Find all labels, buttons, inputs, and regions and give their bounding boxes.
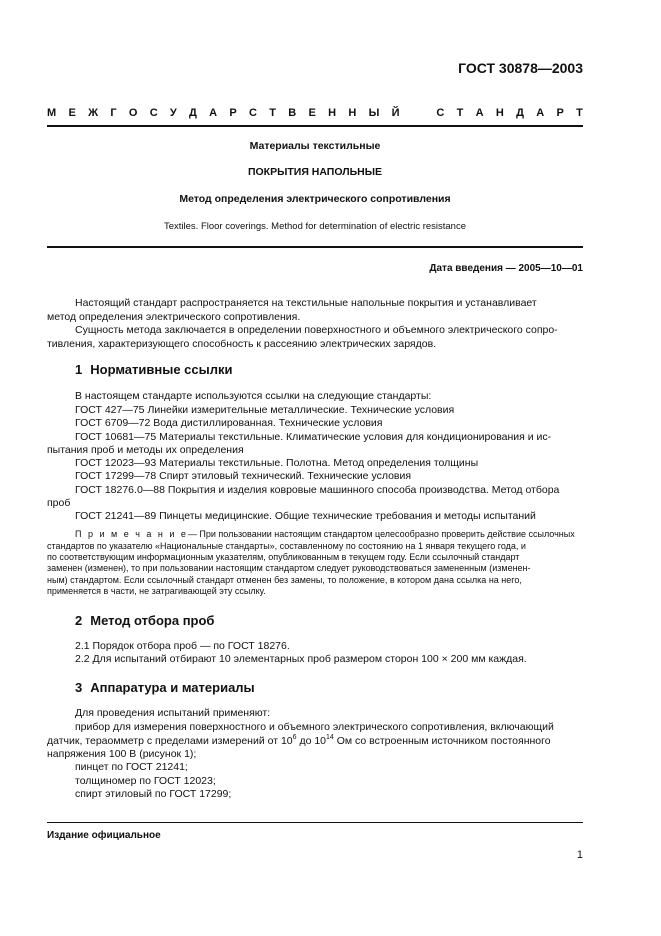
section-1-lead: В настоящем стандарте используются ссылки на следующие стандарты: (75, 390, 432, 402)
heading-letter: А (536, 107, 545, 119)
section-3-heading (75, 680, 255, 695)
heading-letter: С (249, 107, 257, 119)
title-english: Textiles. Floor coverings. Method for determination of electric resistance (163, 221, 467, 232)
section-2-heading (75, 613, 214, 628)
heading-letter: Т (456, 107, 464, 119)
device-text: датчик, тераомметр с пределами измерений от 10 (47, 735, 293, 747)
reference-item: ГОСТ 21241—89 Пинцеты медицинские. Общие технические требования и методы испытаний (75, 510, 536, 522)
reference-item-continued: пытания проб и методы их определения (47, 444, 244, 456)
intro-paragraph-1-line-2: метод определения электрического сопротивления. (47, 311, 301, 323)
exponent: 6 (292, 734, 297, 741)
heading-letter: У (169, 107, 177, 119)
top-divider (47, 125, 583, 127)
device-text: Ом со встроенным источником постоянного (333, 735, 551, 747)
intro-paragraph-2-line-1: Сущность метода заключается в определении поверхностного и объемного электрического сопро- (75, 324, 558, 336)
device-text: до 10 (296, 735, 327, 747)
note-text: — При пользовании настоящим стандартом целесообразно проверить действие ссылочных (187, 529, 575, 539)
reference-item: ГОСТ 10681—75 Материалы текстильные. Климатические условия для кондиционирования и ис- (75, 431, 552, 443)
heading-letter: Й (391, 107, 400, 119)
note-line: стандартов по указателю «Национальные стандарты», составленному по состоянию на 1 января текущего года, и (47, 541, 526, 551)
reference-item-continued: проб (47, 497, 71, 509)
heading-letter: Е (308, 107, 316, 119)
section-title: Метод отбора проб (90, 613, 215, 628)
note-line: ным) стандартом. Если ссылочный стандарт отменен без замены, то положение, в котором дана ссылка на него, (47, 575, 522, 585)
note-label: П р и м е ч а н и е (75, 529, 188, 539)
note-line: применяется в части, не затрагивающей эту ссылку. (47, 586, 266, 596)
heading-letter: С (436, 107, 445, 119)
heading-letter: Н (328, 107, 337, 119)
heading-letter: Д (189, 107, 197, 119)
note-line (75, 529, 583, 540)
section-3-lead: Для проведения испытаний применяют: (75, 707, 271, 719)
section-title: Аппаратура и материалы (90, 680, 255, 695)
title-divider (47, 246, 583, 248)
equipment-item: спирт этиловый по ГОСТ 17299; (75, 788, 232, 800)
heading-letter: Н (495, 107, 504, 119)
title-method: Метод определения электрического сопротивления (179, 193, 451, 205)
reference-item: ГОСТ 18276.0—88 Покрытия и изделия ковровые машинного способа производства. Метод отбора (75, 484, 560, 496)
title-materials: Материалы текстильные (249, 140, 381, 152)
heading-letter: В (288, 107, 297, 119)
heading-letter: О (128, 107, 138, 119)
heading-letter: Р (556, 107, 564, 119)
section-number: 2 (75, 613, 83, 628)
heading-letter: Т (269, 107, 276, 119)
heading-letter: Н (348, 107, 357, 119)
heading-letter: А (475, 107, 484, 119)
exponent: 14 (326, 734, 334, 741)
footer-divider (47, 822, 583, 823)
section-number: 1 (75, 362, 83, 377)
heading-letter: Ы (368, 107, 380, 119)
note-line: заменен (изменен), то при пользовании настоящим стандартом следует руководствоваться замененным (изменен- (47, 563, 531, 573)
device-line-1: прибор для измерения поверхностного и объемного электрического сопротивления, включающий (75, 721, 554, 733)
reference-item: ГОСТ 427—75 Линейки измерительные металлические. Технические условия (75, 404, 455, 416)
reference-item: ГОСТ 12023—93 Материалы текстильные. Полотна. Метод определения толщины (75, 457, 479, 469)
section-number: 3 (75, 680, 83, 695)
document-code: ГОСТ 30878—2003 (458, 60, 583, 76)
heading-letter: Т (576, 107, 583, 119)
clause-2-2: 2.2 Для испытаний отбирают 10 элементарных проб размером сторон 100 × 200 мм каждая. (75, 653, 527, 665)
reference-item: ГОСТ 17299—78 Спирт этиловый технический. Технические условия (75, 470, 412, 482)
page-number: 1 (576, 849, 583, 861)
heading-letter: Е (68, 107, 76, 119)
heading-letter: А (209, 107, 218, 119)
title-floor-coverings: ПОКРЫТИЯ НАПОЛЬНЫЕ (247, 166, 383, 178)
clause-2-1: 2.1 Порядок отбора проб — по ГОСТ 18276. (75, 640, 290, 652)
heading-letter: Р (229, 107, 237, 119)
note-line: по соответствующим информационным указателям, опубликованным в текущем году. Если ссылочный стандарт (47, 552, 520, 562)
heading-letter: Ж (88, 107, 99, 119)
reference-item: ГОСТ 6709—72 Вода дистиллированная. Технические условия (75, 417, 383, 429)
heading-letter: Д (516, 107, 524, 119)
heading-letter: Г (110, 107, 117, 119)
section-title: Нормативные ссылки (90, 362, 233, 377)
intro-paragraph-1-line-1: Настоящий стандарт распространяется на текстильные напольные покрытия и устанавливает (75, 297, 537, 309)
intro-paragraph-2-line-2: тивления, характеризующего способность к рассеянию электрических зарядов. (47, 338, 437, 350)
device-line-2 (47, 735, 583, 748)
equipment-item: толщиномер по ГОСТ 12023; (75, 775, 216, 787)
introduction-date: Дата введения — 2005—10—01 (429, 263, 583, 274)
heading-letter: С (149, 107, 158, 119)
equipment-item: пинцет по ГОСТ 21241; (75, 761, 188, 773)
official-edition-label: Издание официальное (47, 830, 161, 841)
section-1-heading (75, 362, 232, 377)
device-line-3: напряжения 100 В (рисунок 1); (47, 748, 197, 760)
heading-letter: М (47, 107, 57, 119)
interstate-standard-heading (47, 107, 583, 119)
